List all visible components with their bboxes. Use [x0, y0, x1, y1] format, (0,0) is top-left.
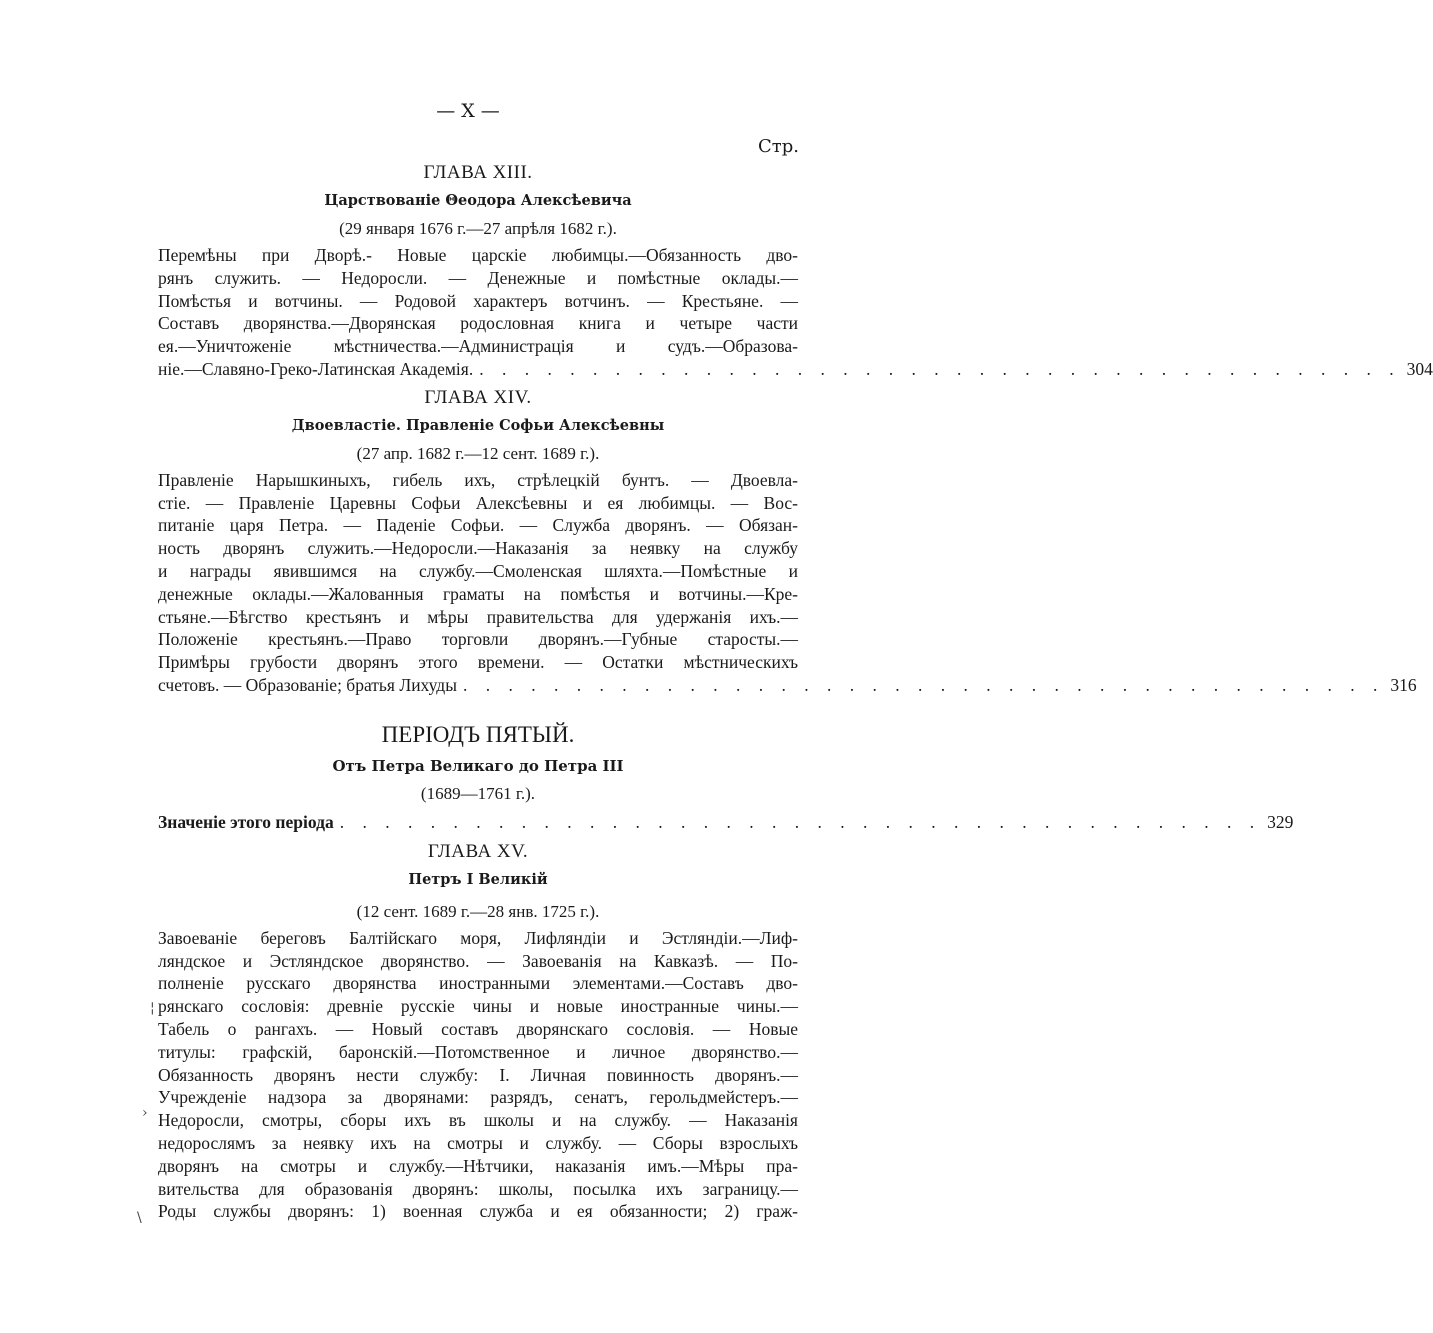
chapter-15-subtitle: Петръ I Великій	[408, 870, 548, 888]
contents-line: счетовъ. — Образованіе; братья Лихуды	[158, 674, 457, 695]
pages-column-label: Стр.	[758, 136, 799, 157]
contents-line: питаніе царя Петра. — Паденіе Софьи. — Служба дворянъ. — Обязан-	[158, 515, 798, 536]
chapter-14-page: 316	[1390, 674, 1417, 695]
contents-line: стіе. — Правленіе Царевны Софьи Алексѣевны и ея любимцы. — Вос-	[158, 492, 798, 513]
contents-last-line	[158, 358, 1433, 381]
chapter-13-contents	[158, 244, 1433, 381]
contents-line: Правленіе Нарышкиныхъ, гибель ихъ, стрѣлецкій бунтъ. — Двоевла-	[158, 469, 798, 490]
contents-last-line	[158, 674, 1417, 697]
dot-leader: . . . . . . . . . . . . . . . . . . . . . . . . . . . . . . . . . . . . . . . . .	[339, 811, 1262, 832]
chapter-14-title: ГЛАВА XIV.	[424, 386, 532, 408]
table-of-contents	[158, 158, 1433, 1223]
period-5-subtitle: Отъ Петра Великаго до Петра III	[332, 756, 624, 775]
period-5-significance-entry	[158, 809, 1294, 835]
contents-line: денежные оклады.—Жалованныя граматы на помѣстья и вотчины.—Кре-	[158, 583, 798, 604]
contents-line: Роды службы дворянъ: 1) военная служба и ея обязанности; 2) граж-	[158, 1201, 798, 1222]
margin-mark: ›	[142, 1105, 148, 1121]
contents-line: полненіе русскаго дворянства иностранными элементами.—Составъ дво-	[158, 973, 798, 994]
contents-line: Завоеваніе береговъ Балтійскаго моря, Лифляндіи и Эстляндіи.—Лиф-	[158, 927, 798, 948]
contents-line: ляндское и Эстляндское дворянство. — Завоеванія на Кавказѣ. — По-	[158, 950, 798, 971]
dot-leader: . . . . . . . . . . . . . . . . . . . . . . . . . . . . . . . . . . . . . . . . .	[462, 674, 1385, 695]
period-5-dates: (1689—1761 г.).	[420, 783, 536, 803]
contents-line: недорослямъ за неявку ихъ на смотры и службу. — Сборы взрослыхъ	[158, 1132, 798, 1153]
contents-line: и награды явившимся на службу.—Смоленская шляхта.—Помѣстные и	[158, 560, 798, 581]
dot-leader: . . . . . . . . . . . . . . . . . . . . . . . . . . . . . . . . . . . . . . . . .	[479, 358, 1401, 379]
contents-line: ея.—Уничтоженіе мѣстничества.—Администрація и судъ.—Образова-	[158, 336, 798, 357]
contents-line: Помѣстья и вотчины. — Родовой характеръ вотчинъ. — Крестьяне. —	[158, 290, 798, 311]
contents-line: титулы: графскій, баронскій.—Потомственное и личное дворянство.—	[158, 1041, 798, 1062]
page-number: — X —	[436, 100, 500, 122]
period-significance-label: Значеніе этого періода	[158, 811, 334, 832]
period-5-page: 329	[1267, 811, 1294, 832]
contents-line: Учрежденіе надзора за дворянами: разрядъ, сенатъ, герольдмейстеръ.—	[158, 1087, 798, 1108]
chapter-15-title: ГЛАВА XV.	[427, 840, 529, 862]
chapter-15-contents	[158, 927, 798, 1223]
margin-mark: \	[137, 1210, 142, 1226]
chapter-14-subtitle: Двоевластіе. Правленіе Софьи Алексѣевны	[291, 416, 665, 434]
contents-line: Обязанность дворянъ нести службу: I. Личная повинность дворянъ.—	[158, 1064, 798, 1085]
contents-line: ность дворянъ служить.—Недоросли.—Наказанія за неявку на службу	[158, 538, 798, 559]
margin-mark: ¦	[150, 1000, 155, 1016]
contents-line: вительства для образованія дворянъ: школы, посылка ихъ заграницу.—	[158, 1178, 798, 1199]
contents-line: Табель о рангахъ. — Новый составъ дворянскаго сословія. — Новые	[158, 1018, 798, 1039]
contents-line: дворянъ на смотры и службу.—Нѣтчики, наказанія имъ.—Мѣры пра-	[158, 1155, 798, 1176]
chapter-13-subtitle: Царствованіе Θеодора Алексѣевича	[324, 192, 632, 209]
period-5-title: ПЕРІОДЪ ПЯТЫЙ.	[381, 721, 575, 747]
chapter-15-dates: (12 сент. 1689 г.—28 янв. 1725 г.).	[356, 901, 600, 921]
contents-line: Недоросли, смотры, сборы ихъ въ школы и на службу. — Наказанія	[158, 1110, 798, 1131]
contents-line: рянъ служить. — Недоросли. — Денежные и помѣстные оклады.—	[158, 267, 798, 288]
chapter-14-dates: (27 апр. 1682 г.—12 сент. 1689 г.).	[356, 443, 600, 463]
contents-line: Составъ дворянства.—Дворянская родословная книга и четыре части	[158, 313, 798, 334]
chapter-13-dates: (29 января 1676 г.—27 апрѣля 1682 г.).	[339, 219, 617, 238]
contents-line: рянскаго сословія: древніе русскіе чины и новые иностранные чины.—	[158, 996, 798, 1017]
contents-line: Перемѣны при Дворѣ.- Новые царскіе любимцы.—Обязанность дво-	[158, 245, 798, 265]
contents-line: Положеніе крестьянъ.—Право торговли дворянъ.—Губные старосты.—	[158, 629, 798, 650]
chapter-14-contents	[158, 469, 1417, 697]
contents-line: стьяне.—Бѣгство крестьянъ и мѣры правительства для удержанія ихъ.—	[158, 606, 798, 627]
contents-line: ніе.—Славяно-Греко-Латинская Академія.	[158, 358, 474, 379]
chapter-13-title: ГЛАВА XIII.	[423, 162, 533, 183]
chapter-13-page: 304	[1406, 358, 1433, 379]
contents-line: Примѣры грубости дворянъ этого времени. — Остатки мѣстническихъ	[158, 652, 798, 673]
